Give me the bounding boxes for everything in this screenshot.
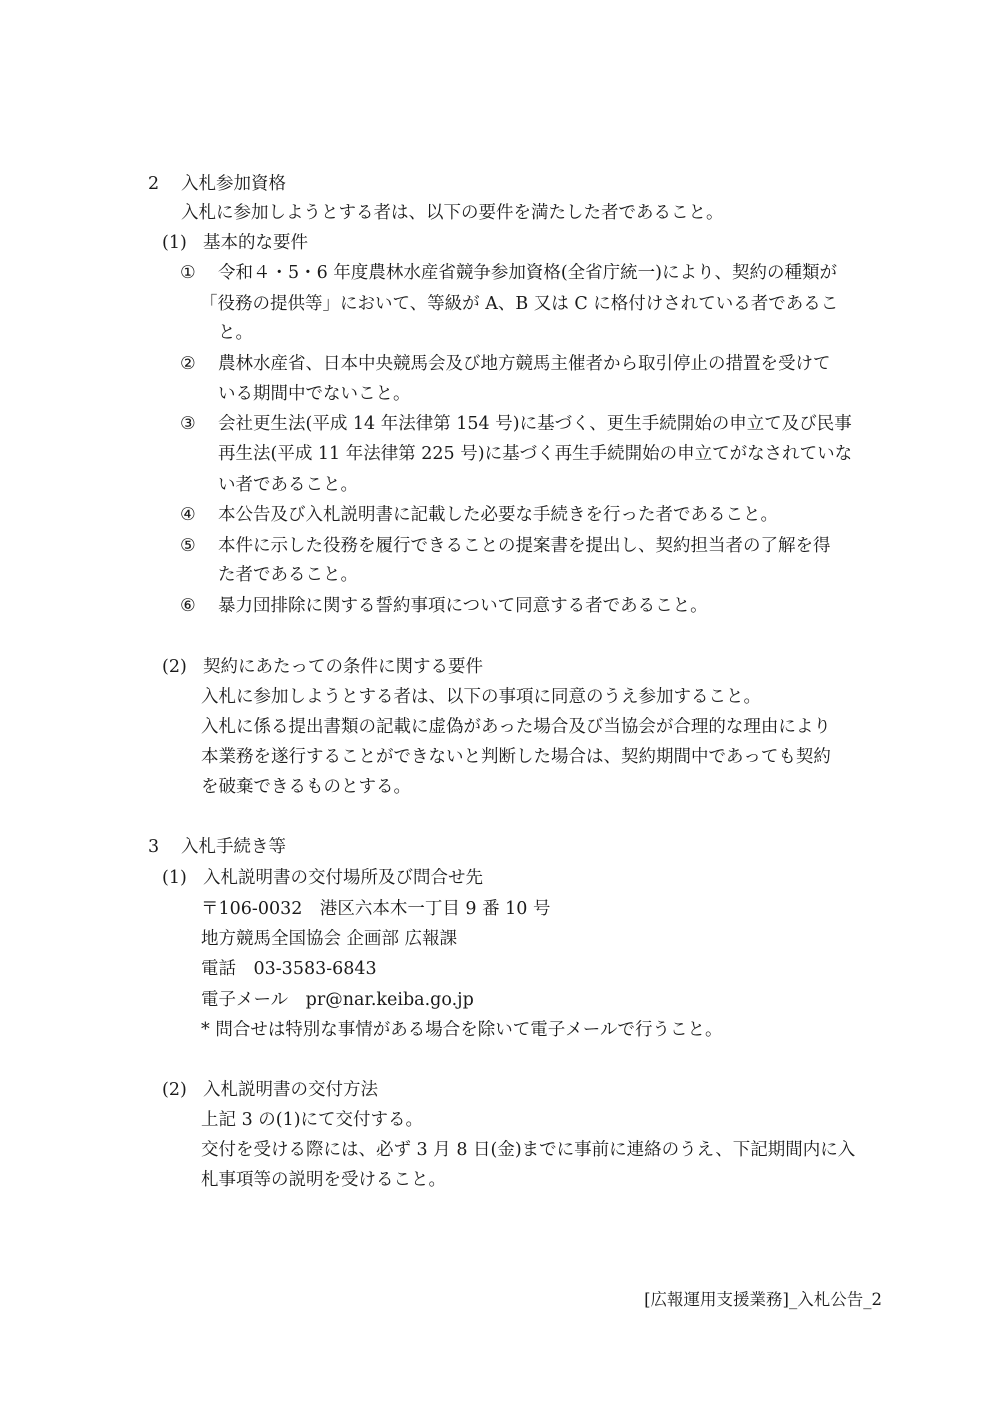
list-item-text: 暴力団排除に関する誓約事項について同意する者であること。 xyxy=(218,596,708,616)
section-number: 3 xyxy=(148,837,160,857)
list-item-text: 再生法(平成 11 年法律第 225 号)に基づく再生手続開始の申立てがなされていな xyxy=(218,444,853,464)
page-footer: [広報運用支援業務]_入札公告_2 xyxy=(644,1290,882,1309)
subsection-number: (1) xyxy=(162,233,187,253)
paragraph-line: 本業務を遂行することができないと判断した場合は、契約期間中であっても契約 xyxy=(201,747,831,767)
contact-organization: 地方競馬全国協会 企画部 広報課 xyxy=(201,929,458,949)
contact-address: 〒106-0032 港区六本木一丁目 9 番 10 号 xyxy=(201,899,551,919)
paragraph-line: 入札に参加しようとする者は、以下の事項に同意のうえ参加すること。 xyxy=(201,687,761,707)
list-item-text: と。 xyxy=(218,323,253,343)
list-item-text: 農林水産省、日本中央競馬会及び地方競馬主催者から取引停止の措置を受けて xyxy=(218,354,831,374)
section-heading: 入札手続き等 xyxy=(181,837,286,857)
section-intro: 入札に参加しようとする者は、以下の要件を満たした者であること。 xyxy=(181,203,724,223)
subsection-heading: 入札説明書の交付方法 xyxy=(203,1080,378,1100)
list-item-text: 令和４・5・6 年度農林水産省競争参加資格(全省庁統一)により、契約の種類が xyxy=(218,263,837,283)
subsection-number: (2) xyxy=(162,657,187,677)
list-item-text: 会社更生法(平成 14 年法律第 154 号)に基づく、更生手続開始の申立て及び民事 xyxy=(218,414,852,434)
subsection-heading: 入札説明書の交付場所及び問合せ先 xyxy=(203,868,483,888)
list-item-text: 本件に示した役務を履行できることの提案書を提出し、契約担当者の了解を得 xyxy=(218,536,831,556)
section-heading: 入札参加資格 xyxy=(181,174,286,194)
list-item-text: い者であること。 xyxy=(218,475,358,495)
list-item-marker: ① xyxy=(180,263,196,283)
list-item-text: 本公告及び入札説明書に記載した必要な手続きを行った者であること。 xyxy=(218,505,778,525)
subsection-heading: 契約にあたっての条件に関する要件 xyxy=(203,657,483,677)
list-item-text: 「役務の提供等」において、等級が A、B 又は C に格付けされている者であるこ xyxy=(200,294,839,314)
paragraph-line: 交付を受ける際には、必ず 3 月 8 日(金)までに事前に連絡のうえ、下記期間内に入 xyxy=(201,1140,856,1160)
list-item-text: いる期間中でないこと。 xyxy=(218,384,411,404)
paragraph-line: 上記 3 の(1)にて交付する。 xyxy=(201,1110,424,1130)
paragraph-line: を破棄できるものとする。 xyxy=(201,777,411,797)
list-item-marker: ⑥ xyxy=(180,596,196,616)
list-item-marker: ④ xyxy=(180,505,196,525)
section-number: 2 xyxy=(148,174,160,194)
list-item-marker: ③ xyxy=(180,414,196,434)
subsection-number: (2) xyxy=(162,1080,187,1100)
subsection-heading: 基本的な要件 xyxy=(203,233,308,253)
contact-note: * 問合せは特別な事情がある場合を除いて電子メールで行うこと。 xyxy=(201,1020,723,1040)
list-item-text: た者であること。 xyxy=(218,565,358,585)
list-item-marker: ② xyxy=(180,354,196,374)
contact-phone: 電話 03-3583-6843 xyxy=(201,959,377,979)
subsection-number: (1) xyxy=(162,868,187,888)
contact-email: 電子メール pr@nar.keiba.go.jp xyxy=(201,990,474,1010)
list-item-marker: ⑤ xyxy=(180,536,196,556)
paragraph-line: 札事項等の説明を受けること。 xyxy=(201,1170,446,1190)
paragraph-line: 入札に係る提出書類の記載に虚偽があった場合及び当協会が合理的な理由により xyxy=(201,717,831,737)
